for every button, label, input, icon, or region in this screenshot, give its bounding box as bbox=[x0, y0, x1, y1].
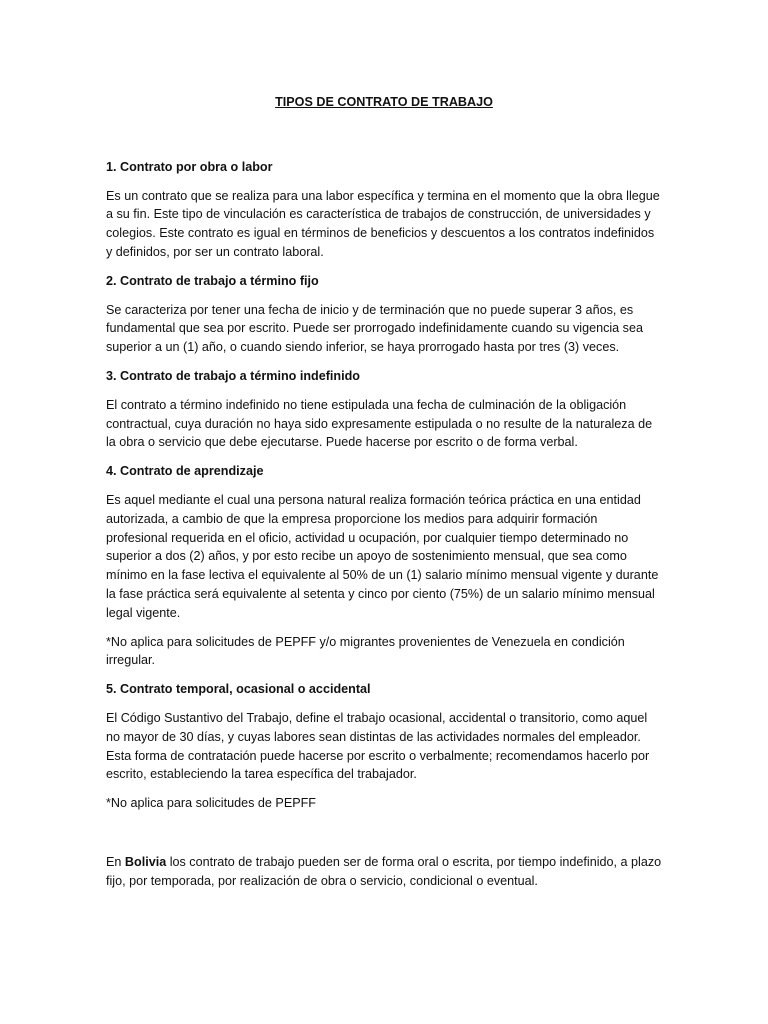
section-heading: 4. Contrato de aprendizaje bbox=[106, 464, 264, 479]
closing-prefix: En bbox=[106, 854, 125, 869]
section-3 bbox=[106, 367, 662, 452]
section-2 bbox=[106, 272, 662, 357]
section-paragraph: Se caracteriza por tener una fecha de inicio y de terminación que no puede superar 3 años, es fundamental que sea por escrito. Puede ser prorrogado indefinidamente cuando su vigencia sea superior a un (1) año, o cuando siendo inferior, se haya prorrogado hasta por tres (3) veces. bbox=[106, 302, 643, 355]
section-paragraph: El Código Sustantivo del Trabajo, define el trabajo ocasional, accidental o transitorio, como aquel no mayor de 30 días, y cuyas labores sean distintas de las actividades normales del empleador. Esta forma de contratación puede hacerse por escrito o verbalmente; recomendamos hacerlo por escrito, estableciendo la tarea específica del trabajador. bbox=[106, 710, 650, 782]
closing-text: los contrato de trabajo pueden ser de forma oral o escrita, por tiempo indefinido, a plazo fijo, por temporada, por realización de obra o servicio, condicional o eventual. bbox=[106, 854, 662, 888]
section-heading: 3. Contrato de trabajo a término indefinido bbox=[106, 368, 360, 383]
document-title: TIPOS DE CONTRATO DE TRABAJO bbox=[275, 95, 493, 109]
section-note: *No aplica para solicitudes de PEPFF bbox=[106, 796, 316, 811]
section-heading: 5. Contrato temporal, ocasional o accidental bbox=[106, 682, 371, 697]
closing-country: Bolivia bbox=[124, 854, 167, 869]
section-heading: 1. Contrato por obra o labor bbox=[106, 159, 273, 174]
section-4 bbox=[106, 462, 662, 670]
section-1 bbox=[106, 158, 662, 262]
section-5 bbox=[106, 680, 662, 813]
section-note: *No aplica para solicitudes de PEPFF y/o migrantes provenientes de Venezuela en condición irregular. bbox=[106, 634, 625, 668]
section-paragraph: El contrato a término indefinido no tiene estipulada una fecha de culminación de la obligación contractual, cuya duración no haya sido expresamente estipulada o no resulte de la naturaleza de la obra o servicio que debe ejecutarse. Puede hacerse por escrito o de forma verbal. bbox=[106, 397, 653, 450]
section-paragraph: Es un contrato que se realiza para una labor específica y termina en el momento que la obra llegue a su fin. Este tipo de vinculación es característica de trabajos de construcción, de universidades y colegios. Este contrato es igual en términos de beneficios y descuentos a los contratos indefinidos y definidos, por ser un contrato laboral. bbox=[106, 188, 660, 259]
closing-paragraph bbox=[106, 853, 662, 891]
section-paragraph: Es aquel mediante el cual una persona natural realiza formación teórica práctica en una entidad autorizada, a cambio de que la empresa proporcione los medios para adquirir formación profesional requerida en el oficio, actividad u ocupación, por cualquier tiempo determinado no superior a dos (2) años, y por esto recibe un apoyo de sostenimiento mensual, que sea como mínimo en la fase lectiva el equivalente al 50% de un (1) salario mínimo mensual vigente y durante la fase práctica será equivalente al setenta y cinco por ciento (75%) de un salario mínimo mensual legal vigente. bbox=[106, 492, 659, 620]
section-heading: 2. Contrato de trabajo a término fijo bbox=[106, 273, 319, 288]
